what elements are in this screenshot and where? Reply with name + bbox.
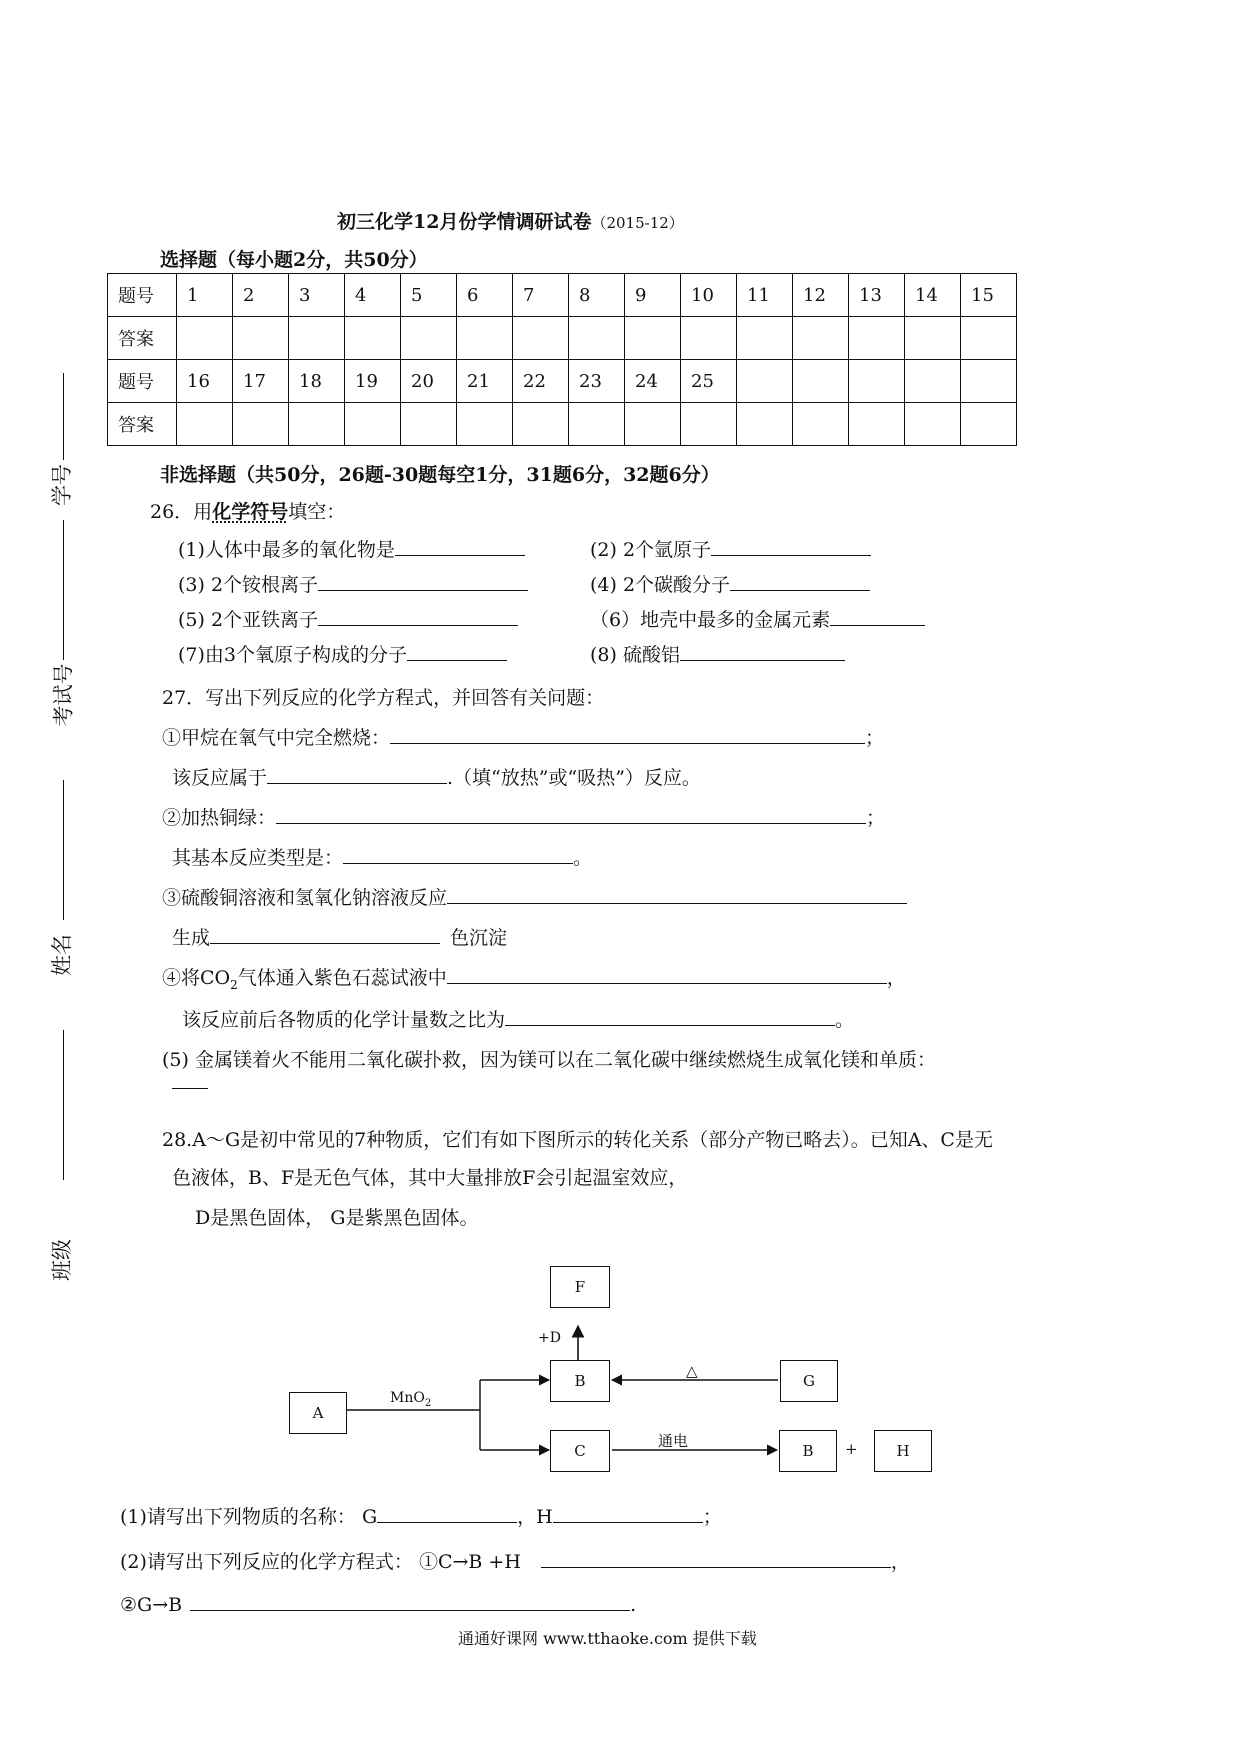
question-number-cell: 16 bbox=[177, 360, 233, 403]
label-mno2: MnO$_2$ bbox=[390, 1390, 432, 1409]
question-number-label: 题号 bbox=[108, 274, 177, 317]
section-choice-heading: 选择题（每小题2分，共50分） bbox=[160, 249, 428, 271]
q27-line-1: ①甲烷在氧气中完全燃烧： ； bbox=[162, 723, 884, 750]
question-number-cell: 17 bbox=[233, 360, 289, 403]
question-number-cell: 10 bbox=[681, 274, 737, 317]
node-g: G bbox=[780, 1360, 838, 1402]
q26-item-1: (1)人体中最多的氧化物是 bbox=[178, 535, 525, 562]
side-label-banji: 班级 bbox=[50, 1239, 74, 1281]
section-nonchoice-heading: 非选择题（共50分，26题-30题每空1分，31题6分，32题6分） bbox=[160, 464, 720, 486]
question-number-cell: 4 bbox=[345, 274, 401, 317]
question-number-cell: 21 bbox=[457, 360, 513, 403]
node-f: F bbox=[550, 1266, 610, 1308]
node-a: A bbox=[289, 1392, 347, 1434]
question-number-cell: 8 bbox=[569, 274, 625, 317]
q27-line-5: ③硫酸铜溶液和氢氧化钠溶液反应 bbox=[162, 883, 907, 910]
q26-item-4: (4) 2个碳酸分子 bbox=[590, 570, 870, 597]
question-number-cell: 1 bbox=[177, 274, 233, 317]
title-year: （2015-12） bbox=[591, 214, 684, 232]
q26-item-7: (7)由3个氧原子构成的分子 bbox=[178, 640, 507, 667]
answer-blank[interactable] bbox=[190, 1590, 630, 1611]
question-number-cell: 13 bbox=[849, 274, 905, 317]
question-number-cell: 22 bbox=[513, 360, 569, 403]
question-number-cell: 14 bbox=[905, 274, 961, 317]
side-label-xingming: 姓名 bbox=[50, 934, 74, 976]
node-b-product: B bbox=[779, 1430, 837, 1472]
question-number-cell: 9 bbox=[625, 274, 681, 317]
q26-item-8: (8) 硫酸铝 bbox=[590, 640, 845, 667]
q26-item-6: （6）地壳中最多的金属元素 bbox=[590, 605, 925, 632]
node-c: C bbox=[550, 1430, 610, 1472]
q28-line-1: 28.A～G是初中常见的7种物质，它们有如下图所示的转化关系（部分产物已略去）。已知A、C是无 bbox=[162, 1129, 993, 1151]
question-number-cell: 20 bbox=[401, 360, 457, 403]
q27-line-7: ④将$CO_2$气体通入紫色石蕊试液中 ， bbox=[162, 963, 906, 992]
node-h: H bbox=[874, 1430, 932, 1472]
question-number-cell: 25 bbox=[681, 360, 737, 403]
label-electrolysis: 通电 bbox=[658, 1432, 689, 1450]
q27-line-9: (5) 金属镁着火不能用二氧化碳扑救，因为镁可以在二氧化碳中继续燃烧生成氧化镁和单质： bbox=[162, 1049, 936, 1071]
q26-item-5: (5) 2个亚铁离子 bbox=[178, 605, 518, 632]
q28-line-2: 色液体，B、F是无色气体，其中大量排放F会引起温室效应， bbox=[172, 1167, 688, 1189]
question-number-cell: 18 bbox=[289, 360, 345, 403]
q27-line-3: ②加热铜绿： ； bbox=[162, 803, 885, 830]
label-heat: △ bbox=[686, 1362, 698, 1380]
q26-stem-emphasis: 化学符号 bbox=[212, 501, 289, 523]
q26-stem: 26．用化学符号填空： bbox=[150, 501, 346, 523]
question-number-cell: 2 bbox=[233, 274, 289, 317]
title-text: 初三化学12月份学情调研试卷 bbox=[337, 211, 592, 233]
side-label-kaoshihao: 考试号 bbox=[51, 663, 76, 727]
q26-item-3: (3) 2个铵根离子 bbox=[178, 570, 528, 597]
label-plus: + bbox=[845, 1440, 858, 1458]
answer-blank[interactable] bbox=[553, 1502, 703, 1523]
q27-line-2: 该反应属于 .（填“放热”或“吸热”）反应。 bbox=[172, 763, 701, 790]
q27-line-4: 其基本反应类型是： 。 bbox=[172, 843, 592, 870]
q27-line-8: 该反应前后各物质的化学计量数之比为 。 bbox=[182, 1005, 854, 1032]
question-number-cell: 6 bbox=[457, 274, 513, 317]
node-b: B bbox=[550, 1360, 610, 1402]
question-number-cell: 12 bbox=[793, 274, 849, 317]
q26-item-2: (2) 2个氩原子 bbox=[590, 535, 871, 562]
question-number-cell: 24 bbox=[625, 360, 681, 403]
question-number-cell: 15 bbox=[961, 274, 1017, 317]
q28-part-3: ②G→B . bbox=[120, 1590, 636, 1616]
question-number-cell: 5 bbox=[401, 274, 457, 317]
q28-part-2: (2)请写出下列反应的化学方程式： ①C→B +H ， bbox=[120, 1547, 910, 1574]
question-number-cell: 11 bbox=[737, 274, 793, 317]
answer-blank[interactable] bbox=[377, 1502, 517, 1523]
side-label-xuehao: 学号 bbox=[50, 464, 74, 506]
answer-blank[interactable] bbox=[541, 1547, 891, 1568]
footer-credit: 通通好课网 www.tthaoke.com 提供下载 bbox=[458, 1629, 757, 1648]
answer-label: 答案 bbox=[108, 403, 177, 446]
q28-part-1: (1)请写出下列物质的名称： G ，H ； bbox=[120, 1502, 722, 1529]
q28-line-3: D是黑色固体， G是紫黑色固体。 bbox=[195, 1207, 479, 1229]
question-number-cell: 3 bbox=[289, 274, 345, 317]
answer-label: 答案 bbox=[108, 317, 177, 360]
question-number-cell: 23 bbox=[569, 360, 625, 403]
question-number-cell: 19 bbox=[345, 360, 401, 403]
q27-stem: 27．写出下列反应的化学方程式，并回答有关问题： bbox=[162, 687, 605, 709]
question-number-label: 题号 bbox=[108, 360, 177, 403]
question-number-cell: 7 bbox=[513, 274, 569, 317]
label-plus-d: +D bbox=[538, 1330, 561, 1346]
q27-line-6: 生成 色沉淀 bbox=[172, 923, 507, 950]
